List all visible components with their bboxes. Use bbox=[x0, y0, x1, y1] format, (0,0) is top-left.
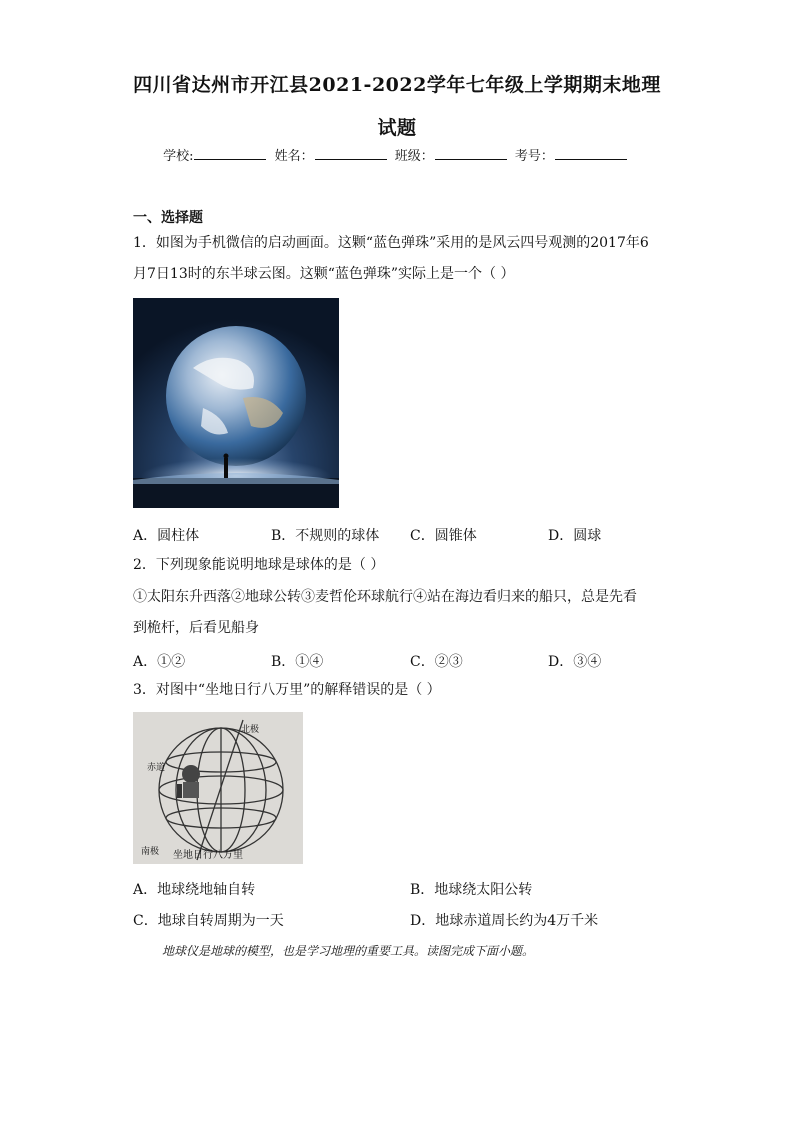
q3-option-b[interactable]: B．地球绕太阳公转 bbox=[410, 882, 533, 898]
school-label: 学校: bbox=[163, 149, 194, 164]
name-blank bbox=[315, 147, 387, 160]
q1-option-a[interactable]: A．圆柱体 bbox=[133, 528, 200, 544]
question-1-line1: 1．如图为手机微信的启动画面。这颗“蓝色弹珠”采用的是风云四号观测的2017年6 bbox=[133, 235, 649, 251]
question-2-line2: ①太阳东升西落②地球公转③麦哲伦环球航行④站在海边看归来的船只，总是先看 bbox=[133, 589, 637, 605]
question-3-line1: 3．对图中“坐地日行八万里”的解释错误的是（ ） bbox=[133, 682, 441, 698]
figure-caption: 坐地日行八万里 bbox=[173, 850, 243, 861]
page-title-line2: 试题 bbox=[377, 117, 417, 139]
q3-option-c[interactable]: C．地球自转周期为一天 bbox=[133, 913, 284, 929]
q3-option-d[interactable]: D．地球赤道周长约为4万千米 bbox=[410, 913, 599, 929]
equator-label: 赤道 bbox=[147, 763, 166, 773]
earth-globe-icon bbox=[133, 298, 339, 508]
name-label: 姓名： bbox=[274, 149, 314, 164]
q1-option-c[interactable]: C．圆锥体 bbox=[410, 528, 477, 544]
exam-no-label: 考号： bbox=[514, 149, 554, 164]
q1-option-b[interactable]: B．不规则的球体 bbox=[271, 528, 380, 544]
rotating-earth-cartoon bbox=[133, 712, 303, 864]
q2-option-a[interactable]: A．①② bbox=[133, 654, 186, 670]
south-pole-label: 南极 bbox=[141, 847, 160, 857]
class-label: 班级： bbox=[394, 149, 434, 164]
q3-option-a[interactable]: A．地球绕地轴自转 bbox=[133, 882, 256, 898]
exam-no-blank bbox=[555, 147, 627, 160]
q1-option-d[interactable]: D．圆球 bbox=[548, 528, 602, 544]
page-title: 四川省达州市开江县2021-2022学年七年级上学期期末地理 bbox=[133, 74, 661, 96]
q2-option-c[interactable]: C．②③ bbox=[410, 654, 463, 670]
class-blank bbox=[435, 147, 507, 160]
school-blank bbox=[194, 147, 266, 160]
question-2-line3: 到桅杆，后看见船身 bbox=[133, 620, 259, 636]
q2-option-b[interactable]: B．①④ bbox=[271, 654, 324, 670]
blue-marble-image bbox=[133, 298, 339, 508]
north-pole-label: 北极 bbox=[241, 725, 260, 735]
question-2-line1: 2．下列现象能说明地球是球体的是（ ） bbox=[133, 557, 385, 573]
globe-sketch-icon bbox=[133, 712, 303, 864]
question-1-line2: 月7日13时的东半球云图。这颗“蓝色弹珠”实际上是一个（ ） bbox=[133, 266, 515, 282]
section-heading: 一、选择题 bbox=[133, 210, 203, 226]
q2-option-d[interactable]: D．③④ bbox=[548, 654, 602, 670]
reading-note: 地球仪是地球的模型，也是学习地理的重要工具。读图完成下面小题。 bbox=[162, 944, 535, 958]
student-info-line bbox=[0, 145, 794, 164]
